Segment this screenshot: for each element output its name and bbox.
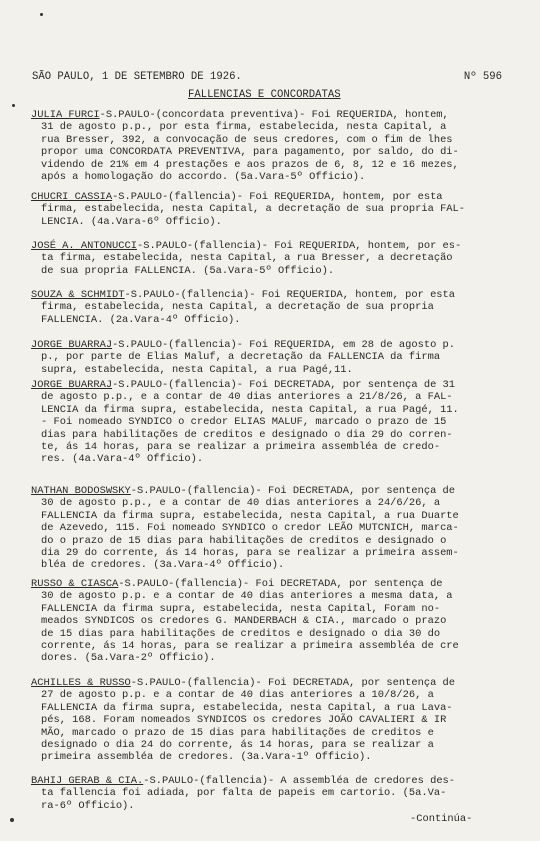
entry-line: FALLENCIA da firma supra, estabelecida, nesta Capital, a rua Duarte: [41, 509, 459, 522]
entry-firm-name: ACHILLES & RUSSO: [31, 677, 131, 689]
entry-firm-name: JORGE BUARRAJ: [31, 379, 113, 391]
entry-first-line-text: -S.PAULO-(fallencia)- Foi DECRETADA, por sentença de 31: [112, 379, 456, 391]
entry-line: FALLENCIA da firma supra, estabelecida, nesta Capital, a rua Lava-: [41, 701, 453, 714]
entry-line: dores. (5a.Vara-2º Officio).: [41, 652, 216, 665]
entry-line: firma, estabelecida, nesta Capital, a decretação de sua propria FAL-: [41, 203, 466, 216]
entry-firm-name: RUSSO & CIASCA: [31, 578, 119, 590]
entry-line: FALLENCIA da firma supra, estabelecida, nesta Capital, Foram no-: [41, 602, 441, 615]
entry-line: de Azevedo, 115. Foi nomeado SYNDICO o credor LEÃO MUTCNICH, marca-: [41, 522, 459, 535]
entry-first-line: [31, 578, 511, 590]
fallencia-entry: [31, 339, 511, 376]
entry-line: propor uma CONCORDATA PREVENTIVA, para pagamento, por saldo, do di-: [41, 146, 459, 159]
header-line: [32, 71, 502, 83]
fallencia-entry: [31, 578, 511, 665]
entry-line: bléa de credores. (3a.Vara-4º Officio).: [41, 559, 285, 572]
entry-firm-name: CHUCRI CASSIA: [31, 191, 113, 203]
entry-line: 30 de agosto p.p., e a contar de 40 dias anteriores a 24/6/26, a: [41, 497, 441, 510]
entry-firm-name: BAHIJ GERAB & CIA.: [31, 775, 144, 787]
fallencia-entry: [31, 191, 511, 228]
entry-first-line: [31, 109, 511, 121]
entry-line: após a homologação do accordo. (5a.Vara-5º Officio).: [41, 171, 366, 184]
entry-line: de 15 dias para habilitações de creditos e designado o dia 30 do: [41, 627, 441, 640]
entry-first-line: [31, 775, 511, 787]
entry-first-line-text: -S.PAULO-(fallencia)- Foi DECRETADA, por sentença de: [130, 485, 456, 497]
entry-line: primeira assembléa de credores. (3a.Vara-1º Officio).: [41, 751, 372, 764]
entry-line: ra-6º Officio).: [41, 799, 135, 812]
date-line: SÃO PAULO, 1 DE SETEMBRO DE 1926.: [32, 71, 242, 83]
entry-line: MÃO, marcado o prazo de 15 dias para habilitações de creditos e: [41, 726, 434, 739]
entry-first-line-text: -S.PAULO-(fallencia)- A assembléa de credores des-: [143, 775, 456, 787]
entry-line: te, ás 14 horas, para se realizar a primeira assembléa de credo-: [41, 441, 441, 454]
entry-first-line: [31, 339, 511, 351]
entry-line: videndo de 21% em 4 prestações e aos prazos de 6, 8, 12 e 16 mezes,: [41, 158, 459, 171]
fallencia-entry: [31, 485, 511, 572]
entry-first-line-text: -S.PAULO-(fallencia)- Foi REQUERIDA, em 28 de agosto p.: [112, 339, 456, 351]
entry-line: meados SYNDICOS os credores G. MANDERBACH & CIA., marcado o prazo: [41, 615, 447, 628]
entry-first-line: [31, 240, 511, 252]
entry-line: 27 de agosto p.p. e a contar de 40 dias anteriores a 10/8/26, a: [41, 689, 434, 702]
entry-line: 30 de agosto p.p. e a contar de 40 dias anteriores a mesma data, a: [41, 590, 453, 603]
entry-line: - Foi nomeado SYNDICO o credor ELIAS MALUF, marcado o prazo de 15: [41, 416, 447, 429]
entry-line: dia 29 do corrente, ás 14 horas, para se realizar a primeira assem-: [41, 547, 459, 560]
fallencia-entry: [31, 379, 511, 466]
entry-firm-name: JULIA FURCI: [31, 109, 100, 121]
entry-line: ta firma, estabelecida, nesta Capital, a rua Bresser, a decretação: [41, 252, 453, 265]
entry-first-line-text: -S.PAULO-(fallencia)- Foi REQUERIDA, hontem, por esta: [112, 191, 443, 203]
entry-first-line: [31, 379, 511, 391]
entry-first-line-text: -S.PAULO-(fallencia)- Foi REQUERIDA, hontem, por es-: [137, 240, 462, 252]
fallencia-entry: [31, 289, 511, 326]
entry-line: res. (4a.Vara-4º Officio).: [41, 453, 204, 466]
entry-line: pés, 168. Foram nomeados SYNDICOS os credores JOÃO CAVALIERI & IR: [41, 714, 447, 727]
entry-first-line: [31, 191, 511, 203]
fallencia-entry: [31, 240, 511, 277]
speck-mark: [10, 818, 14, 822]
entry-line: p., por parte de Elias Maluf, a decretação da FALLENCIA da firma: [41, 351, 441, 364]
entry-line: firma, estabelecida, nesta Capital, a decretação de sua propria: [41, 301, 434, 314]
fallencia-entry: [31, 775, 511, 812]
entry-first-line: [31, 485, 511, 497]
entry-line: rua Bresser, 392, a convocação de seus credores, com o fim de lhes: [41, 133, 453, 146]
entry-line: designado o dia 24 do corrente, ás 14 horas, para se realizar a: [41, 739, 434, 752]
entry-line: de agosto p.p., e a contar de 40 dias anteriores a 21/8/26, a FAL-: [41, 391, 453, 404]
entry-line: dias para habilitações de creditos e designado o dia 29 do corren-: [41, 428, 453, 441]
entry-first-line: [31, 677, 511, 689]
entry-first-line: [31, 289, 511, 301]
entry-line: LENCIA. (4a.Vara-6º Officio).: [41, 215, 222, 228]
entry-first-line-text: -S.PAULO-(fallencia)- Foi DECRETADA, por sentença de: [130, 677, 456, 689]
bulletin-number: Nº 596: [463, 71, 502, 83]
entry-firm-name: JOSÉ A. ANTONUCCI: [31, 240, 138, 252]
entry-line: FALLENCIA. (2a.Vara-4º Officio).: [41, 313, 241, 326]
entry-first-line-text: -S.PAULO-(concordata preventiva)- Foi REQUERIDA, hontem,: [99, 109, 449, 121]
entry-line: ta fallencia foi adiada, por falta de papeis em cartorio. (5a.Va-: [41, 787, 447, 800]
section-title: FALLENCIAS E CONCORDATAS: [188, 89, 341, 101]
entry-first-line-text: -S.PAULO-(fallencia)- Foi DECRETADA, por sentença de: [118, 578, 443, 590]
fallencia-entry: [31, 677, 511, 764]
speck-mark: [12, 104, 15, 107]
continua-label: -Continúa-: [410, 813, 473, 825]
entry-line: LENCIA da firma supra, estabelecida, nesta Capital, a rua Pagé, 11.: [41, 403, 459, 416]
speck-mark: [40, 13, 43, 16]
entry-line: 31 de agosto p.p., por esta firma, estabelecida, nesta Capital, a: [41, 121, 447, 134]
entry-line: supra, estabelecida, nesta Capital, a rua Pagé,11.: [41, 363, 353, 376]
fallencia-entry: [31, 109, 511, 183]
entry-firm-name: SOUZA & SCHMIDT: [31, 289, 125, 301]
entry-line: de sua propria FALLENCIA. (5a.Vara-5º Officio).: [41, 264, 335, 277]
entry-firm-name: JORGE BUARRAJ: [31, 339, 113, 351]
entry-first-line-text: -S.PAULO-(fallencia)- Foi REQUERIDA, hontem, por esta: [124, 289, 456, 301]
entry-line: corrente, ás 14 horas, para se realizar a primeira assembléa de cre: [41, 640, 459, 653]
entry-firm-name: NATHAN BODOSWSKY: [31, 485, 131, 497]
entry-line: do o prazo de 15 dias para habilitações de creditos e designado o: [41, 534, 447, 547]
